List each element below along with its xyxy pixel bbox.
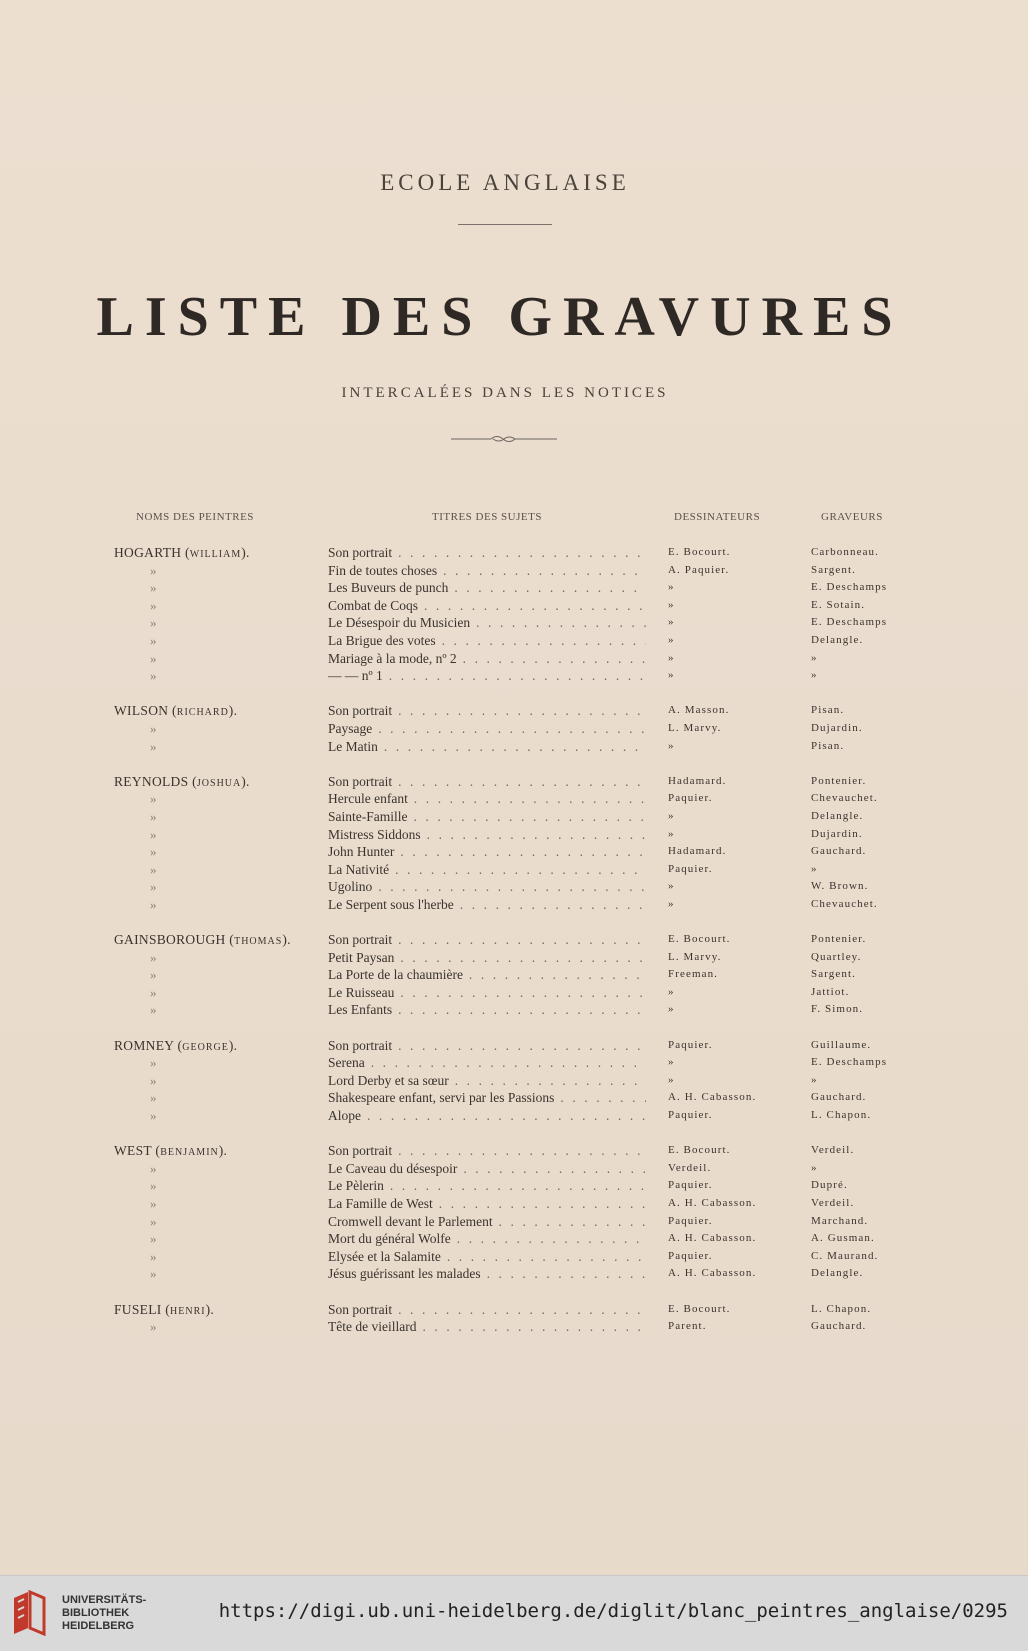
school-heading: ECOLE ANGLAISE xyxy=(380,170,630,195)
ditto-mark: » xyxy=(150,1248,157,1264)
draftsman-name: Hadamard. xyxy=(668,845,727,858)
table-row xyxy=(0,562,1028,580)
painter-given-name: JOSHUA xyxy=(196,777,242,789)
painter-given-name: HENRI xyxy=(170,1305,206,1317)
engraver-name: Gauchard. xyxy=(811,845,867,858)
painter-name: REYNOLDS (JOSHUA). xyxy=(114,773,250,789)
painter-group xyxy=(0,1301,1028,1336)
table-row xyxy=(0,1142,1028,1160)
draftsman-name: A. H. Cabasson. xyxy=(668,1196,757,1209)
painter-group xyxy=(0,773,1028,914)
table-row xyxy=(0,896,1028,914)
engraver-name: Dujardin. xyxy=(811,721,863,734)
table-row xyxy=(0,966,1028,984)
ditto-mark: » xyxy=(150,984,157,1000)
subject-title: Son portrait . . . xyxy=(328,773,646,791)
table-row xyxy=(0,1230,1028,1248)
table-row xyxy=(0,667,1028,685)
painter-surname: ROMNEY xyxy=(114,1037,174,1053)
table-row xyxy=(0,826,1028,844)
ditto-mark: » xyxy=(150,1319,157,1335)
table-row xyxy=(0,808,1028,826)
engraver-name: » xyxy=(811,862,818,875)
draftsman-name: Paquier. xyxy=(668,1109,713,1121)
subject-title: Le Serpent sous l'herbe . . . xyxy=(328,896,646,914)
table-row xyxy=(0,1265,1028,1283)
subject-title: Son portrait . . . xyxy=(328,1301,646,1319)
table-row xyxy=(0,579,1028,597)
subject-title: Mariage à la mode, nº 2 . . . xyxy=(328,650,646,668)
table-row xyxy=(0,1248,1028,1266)
painter-group xyxy=(0,1142,1028,1283)
ditto-mark: » xyxy=(150,808,157,824)
ditto-mark: » xyxy=(150,580,157,596)
draftsman-name: A. Paquier. xyxy=(668,563,730,576)
draftsman-name: A. H. Cabasson. xyxy=(668,1232,757,1245)
engraver-name: E. Sotain. xyxy=(811,598,866,611)
ditto-mark: » xyxy=(150,1178,157,1194)
subject-title: Serena . . . xyxy=(328,1054,646,1072)
engraver-name: Verdeil. xyxy=(811,1196,855,1209)
engraver-name: » xyxy=(811,1161,818,1174)
engraver-name: F. Simon. xyxy=(811,1003,864,1016)
table-row xyxy=(0,544,1028,562)
subject-title: Petit Paysan . . . xyxy=(328,949,646,967)
table-row xyxy=(0,702,1028,720)
painter-name: WEST (BENJAMIN). xyxy=(114,1143,228,1159)
draftsman-name: Verdeil. xyxy=(668,1161,712,1174)
subject-title: Elysée et la Salamite . . . xyxy=(328,1248,646,1266)
table-row xyxy=(0,1301,1028,1319)
painter-name: ROMNEY (GEORGE). xyxy=(114,1037,238,1053)
engraver-name: Pisan. xyxy=(811,739,845,752)
engraver-name: Dupré. xyxy=(811,1179,848,1192)
table-row xyxy=(0,1072,1028,1090)
engraver-name: Carbonneau. xyxy=(811,546,879,558)
engraver-name: E. Deschamps xyxy=(811,581,888,594)
engraver-name: Dujardin. xyxy=(811,827,863,840)
subject-title: Mistress Siddons . . . xyxy=(328,826,646,844)
subject-title: Son portrait . . . xyxy=(328,544,646,562)
ditto-mark: » xyxy=(150,896,157,912)
engraver-name: C. Maurand. xyxy=(811,1249,879,1262)
column-header-subjects: TITRES DES SUJETS xyxy=(432,511,542,523)
engraver-name: Delangle. xyxy=(811,809,864,822)
painter-surname: GAINSBOROUGH xyxy=(114,932,226,948)
ditto-mark: » xyxy=(150,1055,157,1071)
engraver-name: E. Deschamps xyxy=(811,616,888,629)
painter-surname: WEST xyxy=(114,1143,152,1159)
table-row xyxy=(0,861,1028,879)
ditto-mark: » xyxy=(150,597,157,613)
column-header-painters: NOMS DES PEINTRES xyxy=(136,511,254,523)
draftsman-name: E. Bocourt. xyxy=(668,1144,731,1157)
table-row xyxy=(0,843,1028,861)
ditto-mark: » xyxy=(150,967,157,983)
subject-title: John Hunter . . . xyxy=(328,843,646,861)
draftsman-name: L. Marvy. xyxy=(668,721,722,734)
page-title: LISTE DES GRAVURES xyxy=(96,286,904,348)
subject-title: — — nº 1 . . . xyxy=(328,667,646,685)
column-header-engravers: GRAVEURS xyxy=(821,511,883,523)
draftsman-name: Paquier. xyxy=(668,1249,713,1262)
ditto-mark: » xyxy=(150,1231,157,1247)
draftsman-name: E. Bocourt. xyxy=(668,1302,731,1315)
painter-group xyxy=(0,544,1028,685)
draftsman-name: Freeman. xyxy=(668,968,719,981)
painter-group xyxy=(0,931,1028,1019)
table-row xyxy=(0,1089,1028,1107)
draftsman-name: » xyxy=(668,827,675,840)
draftsman-name: E. Bocourt. xyxy=(668,933,731,946)
draftsman-name: Paquier. xyxy=(668,1038,713,1051)
engraver-name: L. Chapon. xyxy=(811,1302,872,1315)
ditto-mark: » xyxy=(150,650,157,666)
engraver-name: Marchand. xyxy=(811,1214,869,1227)
table-row xyxy=(0,632,1028,650)
subject-title: Le Caveau du désespoir . . . xyxy=(328,1160,646,1178)
painter-surname: REYNOLDS xyxy=(114,773,189,789)
draftsman-name: » xyxy=(668,1073,675,1086)
ditto-mark: » xyxy=(150,879,157,895)
draftsman-name: » xyxy=(668,880,675,893)
source-url[interactable]: https://digi.ub.uni-heidelberg.de/diglit/blanc_peintres_anglaise/0295 xyxy=(218,1600,1008,1622)
ditto-mark: » xyxy=(150,632,157,648)
draftsman-name: Hadamard. xyxy=(668,774,727,787)
draftsman-name: » xyxy=(668,985,675,998)
painter-name: GAINSBOROUGH (THOMAS). xyxy=(114,932,291,948)
table-row xyxy=(0,1195,1028,1213)
engraver-name: Guillaume. xyxy=(811,1038,872,1051)
draftsman-name: » xyxy=(668,1056,675,1069)
draftsman-name: » xyxy=(668,616,675,629)
table-row xyxy=(0,1318,1028,1336)
subject-title: Combat de Coqs . . . xyxy=(328,597,646,615)
subject-title: Le Désespoir du Musicien . . . xyxy=(328,614,646,632)
engraver-name: A. Gusman. xyxy=(811,1232,875,1245)
draftsman-name: » xyxy=(668,897,675,910)
table-row xyxy=(0,1177,1028,1195)
draftsman-name: A. H. Cabasson. xyxy=(668,1267,757,1280)
subject-title: Fin de toutes choses . . . xyxy=(328,562,646,580)
draftsman-name: » xyxy=(668,1003,675,1016)
subject-title: Son portrait . . . xyxy=(328,1037,646,1055)
subject-title: Le Ruisseau . . . xyxy=(328,984,646,1002)
ditto-mark: » xyxy=(150,1213,157,1229)
subject-title: Mort du général Wolfe . . . xyxy=(328,1230,646,1248)
subject-title: Paysage . . . xyxy=(328,720,646,738)
painter-name: HOGARTH (WILLIAM). xyxy=(114,545,250,560)
painter-group xyxy=(0,1037,1028,1125)
subject-title: Hercule enfant . . . xyxy=(328,790,646,808)
engraver-name: E. Deschamps xyxy=(811,1056,888,1069)
draftsman-name: Paquier. xyxy=(668,1179,713,1192)
table-row xyxy=(0,720,1028,738)
ditto-mark: » xyxy=(150,562,157,578)
draftsman-name: Parent. xyxy=(668,1320,707,1333)
draftsman-name: » xyxy=(668,598,675,611)
table-row xyxy=(0,931,1028,949)
ditto-mark: » xyxy=(150,668,157,684)
subject-title: Son portrait . . . xyxy=(328,1142,646,1160)
painter-name: FUSELI (HENRI). xyxy=(114,1301,215,1317)
engraver-name: Gauchard. xyxy=(811,1320,867,1333)
subject-title: Les Enfants . . . xyxy=(328,1001,646,1019)
table-row xyxy=(0,597,1028,615)
ditto-mark: » xyxy=(150,1195,157,1211)
subject-title: Cromwell devant le Parlement . . . xyxy=(328,1213,646,1231)
painter-group xyxy=(0,702,1028,755)
draftsman-name: A. H. Cabasson. xyxy=(668,1091,757,1104)
subject-title: La Nativité . . . xyxy=(328,861,646,879)
table-row xyxy=(0,614,1028,632)
table-row xyxy=(0,650,1028,668)
draftsman-name: » xyxy=(668,633,675,646)
subject-title: Alope . . . xyxy=(328,1107,646,1125)
draftsman-name: » xyxy=(668,669,675,682)
draftsman-name: Paquier. xyxy=(668,792,713,805)
subject-title: Les Buveurs de punch . . . xyxy=(328,579,646,597)
ditto-mark: » xyxy=(150,1002,157,1018)
subject-title: Le Matin . . . xyxy=(328,738,646,756)
draftsman-name: » xyxy=(668,739,675,752)
ditto-mark: » xyxy=(150,1090,157,1106)
engraver-name: Pontenier. xyxy=(811,933,867,946)
subject-title: Ugolino . . . xyxy=(328,878,646,896)
subject-title: Shakespeare enfant, servi par les Passions . . . xyxy=(328,1089,646,1107)
university-library-logo-icon xyxy=(10,1588,54,1638)
ditto-mark: » xyxy=(150,1072,157,1088)
table-row xyxy=(0,738,1028,756)
ditto-mark: » xyxy=(150,949,157,965)
table-row xyxy=(0,878,1028,896)
engraver-name: Pontenier. xyxy=(811,774,867,787)
ditto-mark: » xyxy=(150,791,157,807)
ditto-mark: » xyxy=(150,1108,157,1123)
ditto-mark: » xyxy=(150,826,157,842)
library-name: UNIVERSITÄTS- BIBLIOTHEK HEIDELBERG xyxy=(62,1594,147,1632)
draftsman-name: Paquier. xyxy=(668,1214,713,1227)
table-row xyxy=(0,1213,1028,1231)
ditto-mark: » xyxy=(150,861,157,877)
painter-surname: HOGARTH xyxy=(114,545,182,560)
painter-surname: FUSELI xyxy=(114,1301,162,1317)
heading-rule xyxy=(458,224,552,225)
engraver-name: Delangle. xyxy=(811,633,864,646)
engraver-name: Quartley. xyxy=(811,950,862,963)
draftsman-name: A. Masson. xyxy=(668,704,730,717)
painter-given-name: BENJAMIN xyxy=(160,1147,219,1159)
draftsman-name: Paquier. xyxy=(668,862,713,875)
ditto-mark: » xyxy=(150,1266,157,1282)
ditto-mark: » xyxy=(150,1160,157,1176)
draftsman-name: » xyxy=(668,581,675,594)
engraver-name: L. Chapon. xyxy=(811,1109,872,1121)
table-row xyxy=(0,1037,1028,1055)
ditto-mark: » xyxy=(150,844,157,860)
engravings-table xyxy=(0,544,1028,1353)
table-row xyxy=(0,1160,1028,1178)
ditto-mark: » xyxy=(150,720,157,736)
engraver-name: Sargent. xyxy=(811,968,856,981)
subject-title: La Brigue des votes . . . xyxy=(328,632,646,650)
page-subtitle: INTERCALÉES DANS LES NOTICES xyxy=(341,385,669,401)
painter-surname: WILSON xyxy=(114,703,169,719)
draftsman-name: » xyxy=(668,651,675,664)
draftsman-name: L. Marvy. xyxy=(668,950,722,963)
painter-name: WILSON (RICHARD). xyxy=(114,703,238,719)
subject-title: Son portrait . . . xyxy=(328,931,646,949)
column-header-draftsmen: DESSINATEURS xyxy=(674,511,761,523)
engraver-name: Pisan. xyxy=(811,704,845,717)
painter-given-name: THOMAS xyxy=(234,936,283,948)
table-row xyxy=(0,949,1028,967)
subject-title: Tête de vieillard . . . xyxy=(328,1318,646,1336)
painter-given-name: GEORGE xyxy=(182,1041,229,1053)
subject-title: Jésus guérissant les malades . . . xyxy=(328,1265,646,1283)
engraver-name: Verdeil. xyxy=(811,1144,855,1157)
engraver-name: » xyxy=(811,651,818,664)
engraver-name: Chevauchet. xyxy=(811,792,878,805)
table-row xyxy=(0,790,1028,808)
engraver-name: Jattiot. xyxy=(811,985,850,998)
ditto-mark: » xyxy=(150,738,157,754)
subject-title: Le Pèlerin . . . xyxy=(328,1177,646,1195)
ornament-divider xyxy=(451,432,557,446)
draftsman-name: » xyxy=(668,809,675,822)
subject-title: Sainte-Famille . . . xyxy=(328,808,646,826)
engraver-name: Sargent. xyxy=(811,563,856,576)
engraver-name: » xyxy=(811,669,818,682)
subject-title: Lord Derby et sa sœur . . . xyxy=(328,1072,646,1090)
table-row xyxy=(0,1107,1028,1125)
engraver-name: Chevauchet. xyxy=(811,897,878,910)
subject-title: La Porte de la chaumière . . . xyxy=(328,966,646,984)
draftsman-name: E. Bocourt. xyxy=(668,546,731,558)
painter-given-name: WILLIAM xyxy=(189,549,242,560)
table-row xyxy=(0,1001,1028,1019)
engraver-name: Delangle. xyxy=(811,1267,864,1280)
table-row xyxy=(0,1054,1028,1072)
engraver-name: Gauchard. xyxy=(811,1091,867,1104)
subject-title: La Famille de West . . . xyxy=(328,1195,646,1213)
painter-given-name: RICHARD xyxy=(176,707,229,719)
subject-title: Son portrait . . . xyxy=(328,702,646,720)
table-row xyxy=(0,984,1028,1002)
engraver-name: W. Brown. xyxy=(811,880,869,893)
ditto-mark: » xyxy=(150,615,157,631)
engraver-name: » xyxy=(811,1073,818,1086)
library-footer xyxy=(0,1575,1028,1651)
table-row xyxy=(0,773,1028,791)
